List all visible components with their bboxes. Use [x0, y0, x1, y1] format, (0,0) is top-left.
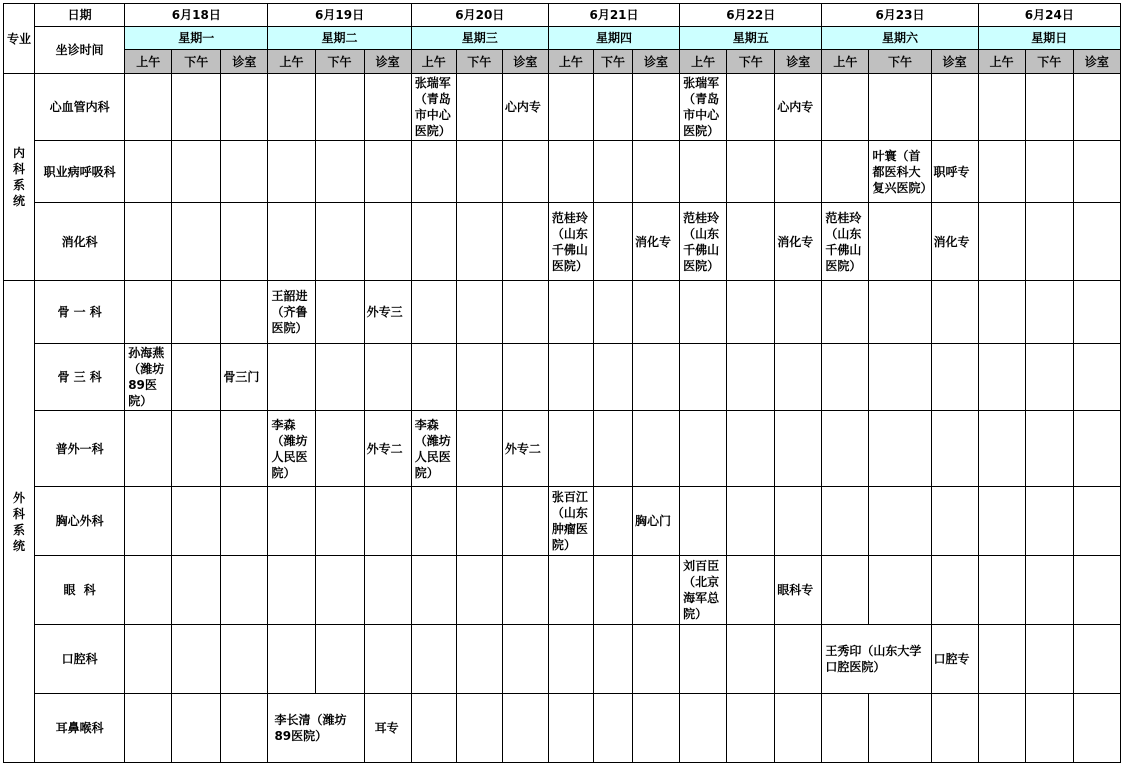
dept-label: 职业病呼吸科 — [35, 141, 125, 203]
doctor-cell: 范桂玲（山东千佛山医院） — [680, 203, 727, 281]
table-row — [4, 141, 1121, 203]
room-header: 诊室 — [364, 50, 411, 74]
am-header: 上午 — [680, 50, 727, 74]
pm-header: 下午 — [727, 50, 775, 74]
dept-label: 心血管内科 — [35, 74, 125, 141]
room-cell: 外专二 — [502, 411, 548, 487]
room-cell: 外专三 — [364, 281, 411, 344]
am-header: 上午 — [125, 50, 172, 74]
am-header: 上午 — [411, 50, 456, 74]
dept-label: 普外一科 — [35, 411, 125, 487]
am-header: 上午 — [268, 50, 315, 74]
date-0622: 6月22日 — [680, 4, 822, 27]
dept-label: 骨 三 科 — [35, 344, 125, 411]
am-header: 上午 — [548, 50, 593, 74]
doctor-cell: 李森（潍坊人民医院） — [268, 411, 315, 487]
table-row — [4, 281, 1121, 344]
doctor-cell: 李长清（潍坊89医院） — [268, 694, 364, 763]
schedule-table — [3, 3, 1121, 763]
group-surgical: 外科系统 — [4, 281, 35, 763]
room-header: 诊室 — [221, 50, 268, 74]
am-header: 上午 — [822, 50, 869, 74]
table-row — [4, 74, 1121, 141]
weekday-wed: 星期三 — [411, 27, 548, 50]
table-row — [4, 625, 1121, 694]
dept-label: 胸心外科 — [35, 487, 125, 556]
table-row — [4, 694, 1121, 763]
date-0619: 6月19日 — [268, 4, 411, 27]
weekday-sun: 星期日 — [978, 27, 1120, 50]
date-0624: 6月24日 — [978, 4, 1120, 27]
room-cell: 眼科专 — [775, 556, 822, 625]
pm-header: 下午 — [456, 50, 502, 74]
dept-label: 骨 一 科 — [35, 281, 125, 344]
date-header: 日期 — [35, 4, 125, 27]
pm-header: 下午 — [593, 50, 632, 74]
time-header: 坐诊时间 — [35, 27, 125, 74]
room-cell: 职呼专 — [931, 141, 978, 203]
table-row — [4, 487, 1121, 556]
doctor-cell: 张百江（山东肿瘤医院） — [548, 487, 593, 556]
doctor-cell: 张瑞军（青岛市中心医院） — [411, 74, 456, 141]
room-cell: 消化专 — [775, 203, 822, 281]
doctor-cell: 叶寰（首都医科大复兴医院） — [869, 141, 931, 203]
doctor-cell: 王秀印（山东大学口腔医院） — [822, 625, 931, 694]
room-header: 诊室 — [1073, 50, 1120, 74]
room-cell: 骨三门 — [221, 344, 268, 411]
major-header: 专业 — [4, 4, 35, 74]
table-row — [4, 203, 1121, 281]
doctor-cell: 范桂玲（山东千佛山医院） — [548, 203, 593, 281]
pm-header: 下午 — [869, 50, 931, 74]
weekday-fri: 星期五 — [680, 27, 822, 50]
room-cell: 耳专 — [364, 694, 411, 763]
dept-label: 口腔科 — [35, 625, 125, 694]
room-cell: 消化专 — [931, 203, 978, 281]
room-cell: 消化专 — [633, 203, 680, 281]
doctor-cell: 刘百臣（北京海军总院） — [680, 556, 727, 625]
date-0620: 6月20日 — [411, 4, 548, 27]
weekday-mon: 星期一 — [125, 27, 268, 50]
room-cell: 心内专 — [502, 74, 548, 141]
room-header: 诊室 — [931, 50, 978, 74]
room-cell: 胸心门 — [633, 487, 680, 556]
room-header: 诊室 — [633, 50, 680, 74]
table-row — [4, 411, 1121, 487]
group-internal: 内科系统 — [4, 74, 35, 281]
dept-label: 眼 科 — [35, 556, 125, 625]
date-0623: 6月23日 — [822, 4, 978, 27]
date-0621: 6月21日 — [548, 4, 679, 27]
weekday-sat: 星期六 — [822, 27, 978, 50]
room-cell: 外专二 — [364, 411, 411, 487]
doctor-cell: 王韶进（齐鲁医院） — [268, 281, 315, 344]
room-cell: 口腔专 — [931, 625, 978, 694]
table-row — [4, 556, 1121, 625]
date-0618: 6月18日 — [125, 4, 268, 27]
doctor-cell: 李森（潍坊人民医院） — [411, 411, 456, 487]
table-row — [4, 344, 1121, 411]
pm-header: 下午 — [315, 50, 364, 74]
doctor-cell: 范桂玲（山东千佛山医院） — [822, 203, 869, 281]
doctor-cell: 孙海燕（潍坊89医院） — [125, 344, 172, 411]
dept-label: 消化科 — [35, 203, 125, 281]
room-header: 诊室 — [775, 50, 822, 74]
am-header: 上午 — [978, 50, 1025, 74]
room-header: 诊室 — [502, 50, 548, 74]
pm-header: 下午 — [1025, 50, 1073, 74]
weekday-tue: 星期二 — [268, 27, 411, 50]
weekday-thu: 星期四 — [548, 27, 679, 50]
doctor-cell: 张瑞军（青岛市中心医院） — [680, 74, 727, 141]
pm-header: 下午 — [172, 50, 221, 74]
dept-label: 耳鼻喉科 — [35, 694, 125, 763]
room-cell: 心内专 — [775, 74, 822, 141]
